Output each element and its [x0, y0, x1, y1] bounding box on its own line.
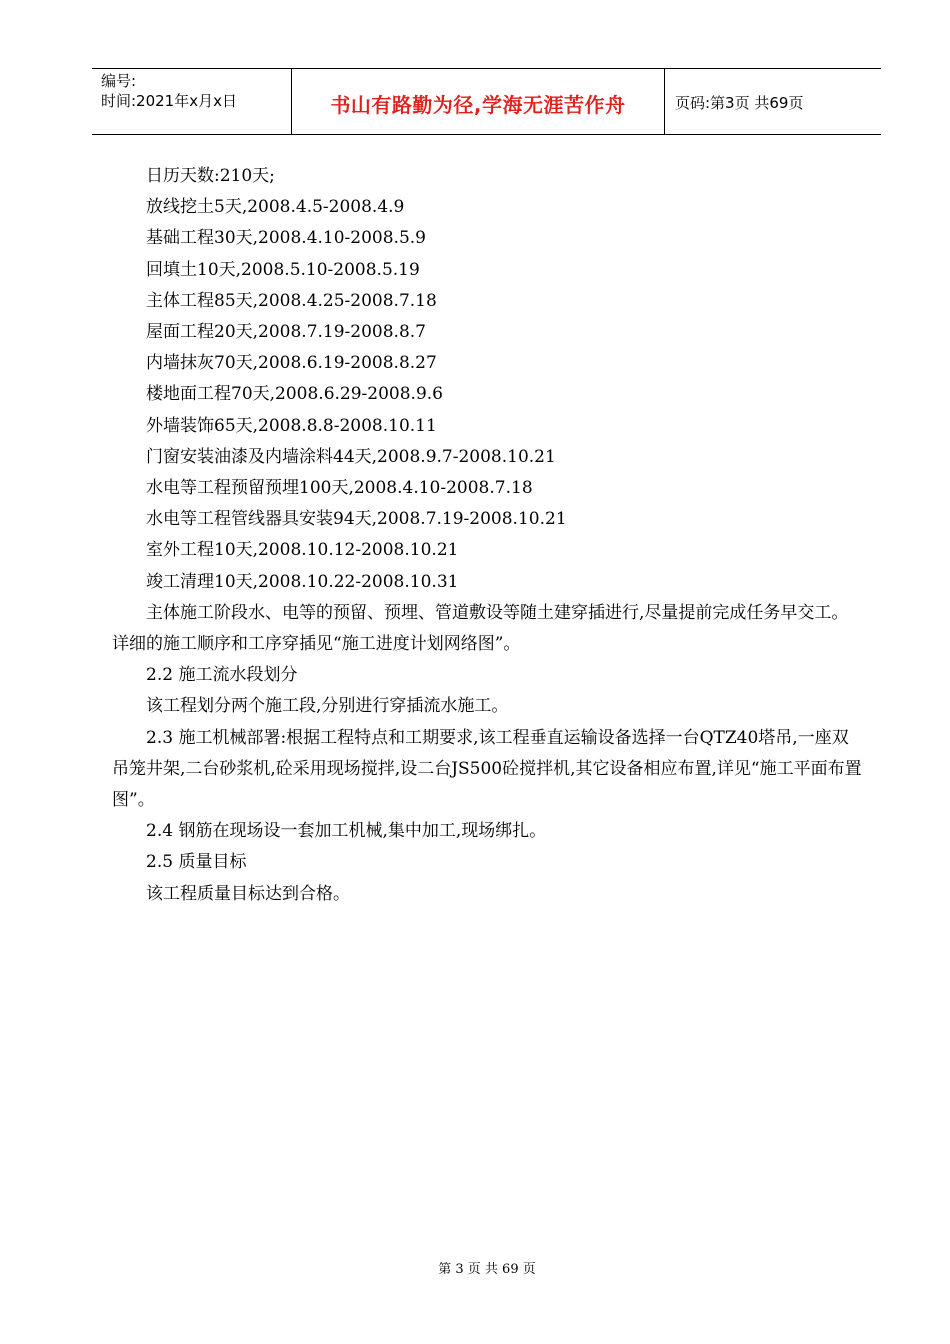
section-heading: 2.2 施工流水段划分	[146, 665, 298, 686]
body-paragraph: 主体施工阶段水、电等的预留、预埋、管道敷设等随土建穿插进行,尽量提前完成任务早交工。详细的施工顺序和工序穿插见“施工进度计划网络图”。	[112, 602, 849, 655]
header-motto: 书山有路勤为径,学海无涯苦作舟	[292, 69, 665, 134]
body-paragraph: 主体工程85天,2008.4.25-2008.7.18	[146, 290, 437, 311]
body-paragraph: 日历天数:210天;	[146, 166, 275, 186]
body-paragraph: 2.4 钢筋在现场设一套加工机械,集中加工,现场绑扎。	[146, 821, 547, 842]
body-paragraph: 内墙抹灰70天,2008.6.19-2008.8.27	[146, 353, 437, 374]
document-body	[112, 161, 864, 910]
body-paragraph: 水电等工程管线器具安装94天,2008.7.19-2008.10.21	[146, 509, 567, 530]
page-footer: 第 3 页 共 69 页	[438, 1262, 536, 1277]
page-header	[92, 68, 881, 135]
body-paragraph: 基础工程30天,2008.4.10-2008.5.9	[146, 228, 427, 249]
body-paragraph: 门窗安装油漆及内墙涂料44天,2008.9.7-2008.10.21	[146, 446, 556, 467]
body-paragraph: 2.3 施工机械部署:根据工程特点和工期要求,该工程垂直运输设备选择一台QTZ40塔吊,一座双吊笼井架,二台砂浆机,砼采用现场搅拌,设二台JS500砼搅拌机,其它设备相应布置,详见“施工平面布置图”。	[112, 727, 862, 811]
body-paragraph: 回填土10天,2008.5.10-2008.5.19	[146, 259, 420, 280]
document-time-label: 时间:2021年x月x日	[101, 92, 237, 110]
header-meta	[92, 69, 292, 134]
body-paragraph: 放线挖土5天,2008.4.5-2008.4.9	[146, 197, 405, 218]
body-paragraph: 该工程划分两个施工段,分别进行穿插流水施工。	[146, 696, 509, 717]
body-paragraph: 外墙装饰65天,2008.8.8-2008.10.11	[146, 415, 437, 436]
section-heading: 2.5 质量目标	[146, 852, 247, 873]
body-paragraph: 竣工清理10天,2008.10.22-2008.10.31	[146, 571, 459, 592]
body-paragraph: 楼地面工程70天,2008.6.29-2008.9.6	[146, 384, 444, 405]
header-page-number: 页码:第3页 共69页	[675, 94, 804, 112]
body-paragraph: 屋面工程20天,2008.7.19-2008.8.7	[146, 322, 427, 343]
body-paragraph: 水电等工程预留预埋100天,2008.4.10-2008.7.18	[146, 478, 533, 499]
document-number-label: 编号:	[101, 72, 137, 90]
body-paragraph: 该工程质量目标达到合格。	[146, 883, 350, 904]
body-paragraph: 室外工程10天,2008.10.12-2008.10.21	[146, 540, 459, 561]
